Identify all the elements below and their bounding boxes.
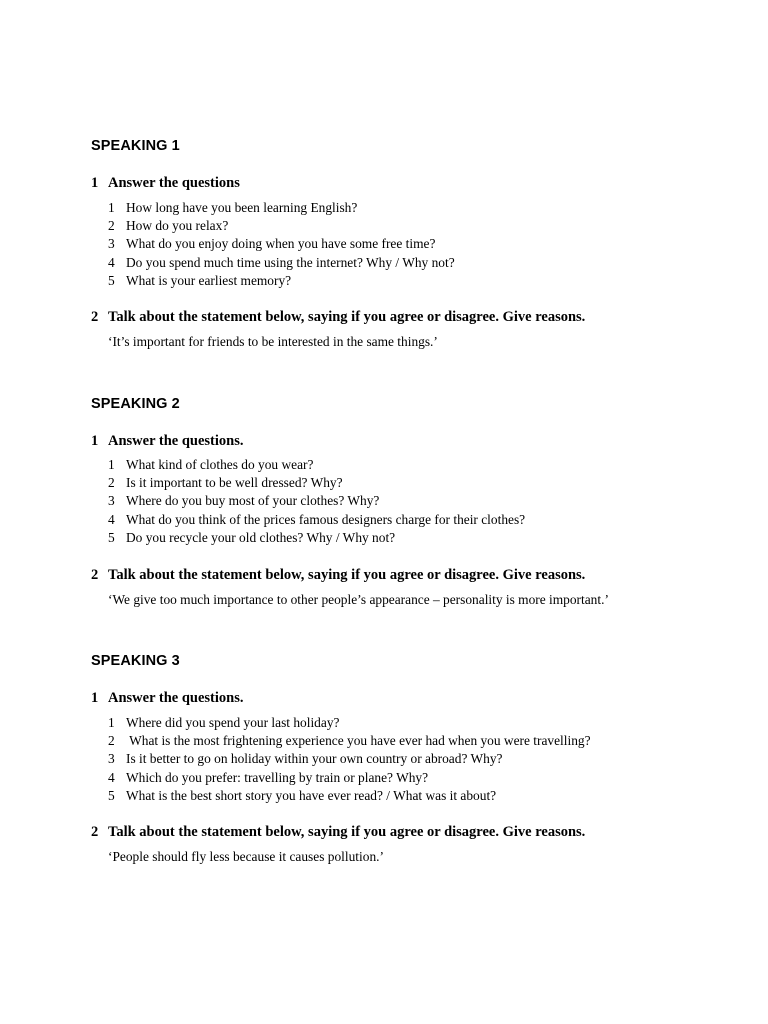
question-number: 1 xyxy=(108,715,115,730)
question-text: Which do you prefer: travelling by train or plane? Why? xyxy=(126,769,429,785)
question-number: 2 xyxy=(108,218,115,234)
statement-text: ‘We give too much importance to other people’s appearance – personality is more important.’ xyxy=(108,592,609,607)
question-text: What is the most frightening experience you have ever had when you were travelling? xyxy=(126,733,591,749)
task-heading-text: Answer the questions. xyxy=(108,433,244,449)
question-item xyxy=(91,474,525,492)
task-number: 1 xyxy=(91,433,99,449)
section-title: SPEAKING 1 xyxy=(91,138,180,154)
question-item xyxy=(91,456,525,474)
question-number: 2 xyxy=(108,733,115,749)
question-text: What kind of clothes do you wear? xyxy=(126,457,314,472)
question-text: How long have you been learning English? xyxy=(126,200,358,215)
task-heading-answer xyxy=(91,174,240,192)
question-item xyxy=(91,235,455,253)
question-number: 3 xyxy=(108,236,115,252)
task-number: 1 xyxy=(91,175,99,191)
question-item xyxy=(91,732,591,750)
task-heading-text: Talk about the statement below, saying if you agree or disagree. Give reasons. xyxy=(108,309,586,325)
question-item xyxy=(91,769,591,787)
question-item xyxy=(91,199,455,217)
question-text: Is it better to go on holiday within your own country or abroad? Why? xyxy=(126,751,503,767)
question-number: 1 xyxy=(108,200,115,215)
question-text: Is it important to be well dressed? Why? xyxy=(126,475,343,491)
question-item xyxy=(91,511,525,529)
question-text: What do you enjoy doing when you have some free time? xyxy=(126,236,436,252)
question-text: How do you relax? xyxy=(126,218,229,234)
task-number: 1 xyxy=(91,690,99,706)
question-list xyxy=(91,199,455,290)
question-item xyxy=(91,492,525,510)
question-number: 5 xyxy=(108,272,115,288)
task-heading-answer xyxy=(91,689,243,707)
task-heading-statement xyxy=(91,566,585,584)
question-number: 2 xyxy=(108,475,115,491)
question-number: 5 xyxy=(108,787,115,803)
question-text: Where did you spend your last holiday? xyxy=(126,715,340,730)
question-number: 4 xyxy=(108,769,115,785)
question-number: 4 xyxy=(108,254,115,270)
task-heading-text: Talk about the statement below, saying if you agree or disagree. Give reasons. xyxy=(108,567,586,583)
question-item xyxy=(91,529,525,547)
task-number: 2 xyxy=(91,824,99,840)
question-text: What do you think of the prices famous designers charge for their clothes? xyxy=(126,511,526,527)
question-number: 3 xyxy=(108,493,115,509)
question-text: What is the best short story you have ever read? / What was it about? xyxy=(126,787,497,803)
task-number: 2 xyxy=(91,567,99,583)
section-title: SPEAKING 3 xyxy=(91,653,180,669)
question-text: Do you spend much time using the internet? Why / Why not? xyxy=(126,254,455,270)
question-item xyxy=(91,750,591,768)
section-title: SPEAKING 2 xyxy=(91,396,180,412)
question-text: Do you recycle your old clothes? Why / Why not? xyxy=(126,529,396,545)
question-item xyxy=(91,217,455,235)
question-item xyxy=(91,787,591,805)
question-number: 5 xyxy=(108,529,115,545)
question-item xyxy=(91,714,591,732)
question-list xyxy=(91,714,591,805)
statement-text: ‘People should fly less because it causes pollution.’ xyxy=(108,849,384,864)
task-heading-statement xyxy=(91,823,585,841)
question-number: 3 xyxy=(108,751,115,767)
task-heading-statement xyxy=(91,308,585,326)
task-heading-text: Answer the questions. xyxy=(108,690,244,706)
statement-text: ‘It’s important for friends to be interested in the same things.’ xyxy=(108,334,438,349)
question-list xyxy=(91,456,525,547)
task-heading-answer xyxy=(91,432,243,450)
question-number: 1 xyxy=(108,457,115,472)
question-item xyxy=(91,272,455,290)
question-text: Where do you buy most of your clothes? Why? xyxy=(126,493,380,509)
question-item xyxy=(91,254,455,272)
task-heading-text: Talk about the statement below, saying if you agree or disagree. Give reasons. xyxy=(108,824,586,840)
task-heading-text: Answer the questions xyxy=(108,175,240,191)
task-number: 2 xyxy=(91,309,99,325)
question-number: 4 xyxy=(108,511,115,527)
question-text: What is your earliest memory? xyxy=(126,272,292,288)
